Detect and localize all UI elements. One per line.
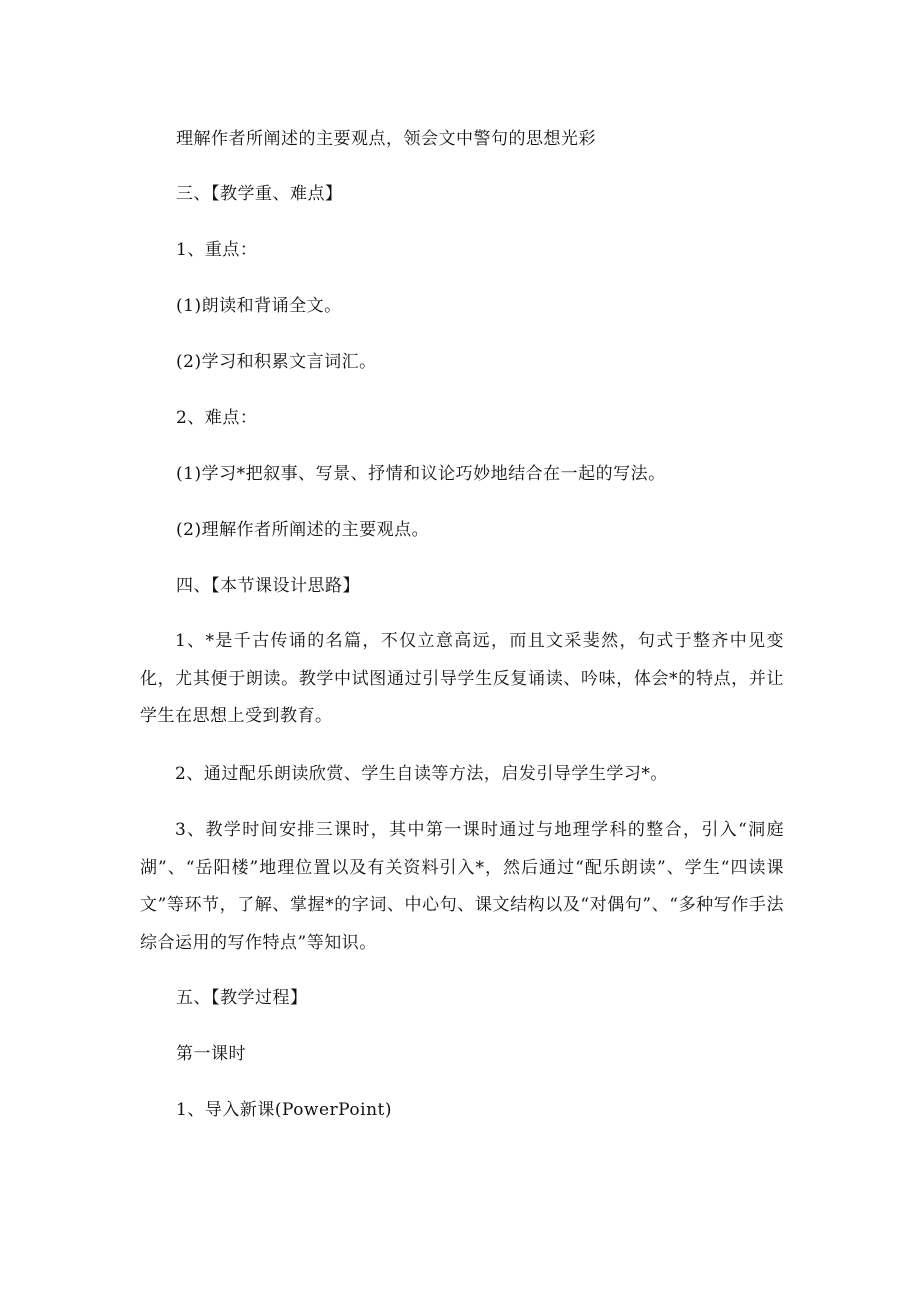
- list-item: (1)朗读和背诵全文。: [176, 296, 342, 316]
- lesson-title: 第一课时: [176, 1044, 246, 1064]
- design-paragraph-1: 1、*是千古传诵的名篇，不仅立意高远，而且文采斐然，句式于整齐中见变化，尤其便于朗读。教学中试图通过引导学生反复诵读、吟味，体会*的特点，并让学生在思想上受到教育。: [140, 631, 784, 726]
- section-heading-design: 四、【本节课设计思路】: [176, 576, 360, 596]
- section-heading-key-points: 三、【教学重、难点】: [176, 184, 343, 204]
- intro-line: 理解作者所阐述的主要观点，领会文中警句的思想光彩: [176, 129, 596, 149]
- step-heading: 1、导入新课(PowerPoint): [176, 1100, 393, 1120]
- list-item: (2)学习和积累文言词汇。: [176, 352, 377, 372]
- list-item: (2)理解作者所阐述的主要观点。: [176, 520, 430, 540]
- subheading-difficulties: 2、难点：: [176, 408, 258, 428]
- design-paragraph-2: 2、通过配乐朗读欣赏、学生自读等方法，启发引导学生学习*。: [175, 764, 668, 784]
- section-heading-process: 五、【教学过程】: [176, 988, 308, 1008]
- subheading-key-points: 1、重点：: [176, 240, 258, 260]
- design-paragraph-3: 3、教学时间安排三课时，其中第一课时通过与地理学科的整合，引入“洞庭湖”、“岳阳楼”地理位置以及有关资料引入*，然后通过“配乐朗读”、学生“四读课文”等环节，了解、掌握*的字词、中心句、课文结构以及“对偶句”、“多种写作手法综合运用的写作特点”等知识。: [140, 820, 784, 953]
- list-item: (1)学习*把叙事、写景、抒情和议论巧妙地结合在一起的写法。: [176, 464, 666, 484]
